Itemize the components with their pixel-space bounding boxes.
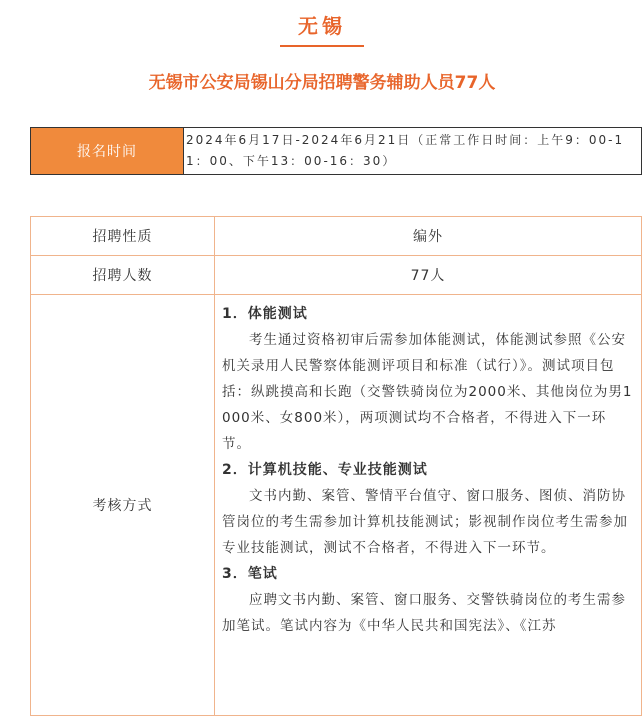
section-heading: 2．计算机技能、专业技能测试 [222, 462, 428, 478]
count-label: 招聘人数 [31, 256, 215, 294]
section-body: 应聘文书内勤、案管、窗口服务、交警铁骑岗位的考生需参加笔试。笔试内容为《中华人民共和国宪法》、《江苏 [222, 592, 626, 634]
nature-label: 招聘性质 [31, 217, 215, 255]
table-row-nature [31, 217, 641, 256]
page-headline: 无锡市公安局锡山分局招聘警务辅助人员77人 [148, 73, 496, 93]
city-title [0, 10, 644, 47]
section-heading: 1．体能测试 [222, 306, 308, 322]
exam-label: 考核方式 [31, 295, 215, 715]
nature-value: 编外 [413, 229, 443, 245]
section-body: 考生通过资格初审后需参加体能测试，体能测试参照《公安机关录用人民警察体能测评项目和标准（试行）》。测试项目包括：纵跳摸高和长跑（交警铁骑岗位为2000米、其他岗位为男1000米、女800米），两项测试均不合格者，不得进入下一环节。 [222, 332, 633, 452]
count-value: 77人 [410, 268, 446, 284]
registration-label: 报名时间 [31, 128, 183, 174]
table-row-exam [31, 295, 641, 715]
exam-content [215, 295, 641, 715]
table-row-count [31, 256, 641, 295]
city-title-text: 无锡 [280, 10, 364, 47]
registration-value: 2024年6月17日-2024年6月21日（正常工作日时间：上午9：00-11：00、下午13：00-16：30） [183, 128, 641, 174]
registration-box [30, 127, 642, 175]
section-heading: 3．笔试 [222, 566, 278, 582]
info-table [30, 216, 642, 716]
section-body: 文书内勤、案管、警情平台值守、窗口服务、图侦、消防协管岗位的考生需参加计算机技能测试；影视制作岗位考生需参加专业技能测试，测试不合格者，不得进入下一环节。 [222, 488, 628, 556]
